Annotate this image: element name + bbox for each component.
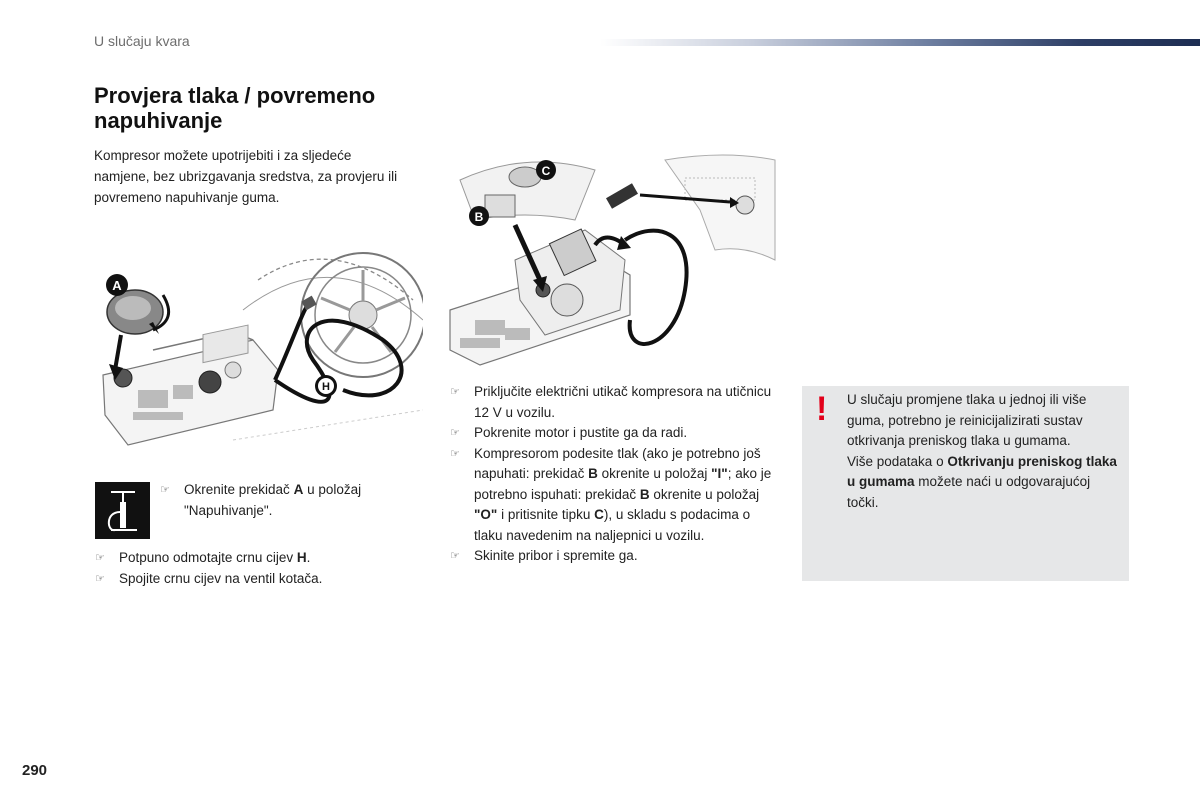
page-title: Provjera tlaka / povremeno napuhivanje (94, 83, 376, 133)
label-a: A (112, 278, 122, 293)
step-key: B (639, 486, 650, 502)
step-text: Skinite pribor i spremite ga. (474, 548, 638, 563)
section-header: U slučaju kvara (94, 33, 190, 49)
compressor-dashboard-illustration (445, 150, 780, 370)
warning-note (802, 386, 1129, 581)
note-sentence: Više podataka o (847, 453, 948, 469)
pointer-icon: ☞ (160, 484, 170, 496)
step-text: ), u skladu s podacima o tlaku navedenim na naljepnici u vozilu. (474, 507, 751, 543)
pointer-icon: ☞ (95, 572, 105, 585)
toggle-step-pre: Okrenite prekidač (184, 482, 294, 497)
pointer-icon: ☞ (95, 552, 105, 564)
header-gradient-bar (600, 39, 1200, 46)
step-text: Potpuno odmotajte crnu cijev (119, 550, 297, 565)
note-sentence: U slučaju promjene tlaka u jednoj ili više guma, potrebno je reinicijalizirati sustav otkrivanja preniskog tlaka u gumama. (847, 392, 1087, 448)
list-item (450, 423, 780, 444)
pointer-icon: ☞ (450, 550, 460, 562)
label-c: C (541, 164, 551, 178)
list-item (160, 480, 400, 521)
step-key: B (588, 466, 598, 481)
intro-paragraph: Kompresor možete upotrijebiti i za sljedeće namjene, bez ubrizgavanja sredstva, za provjeru ili povremeno napuhivanje guma. (94, 148, 398, 205)
step-text: Pokrenite motor i pustite ga da radi. (474, 425, 688, 440)
step-text: Kompresorom podesite tlak (ako je potrebno još napuhati: prekidač (474, 445, 761, 481)
toggle-step (160, 480, 400, 521)
step-key: "O" (474, 507, 498, 522)
list-item (95, 569, 415, 590)
toggle-step-post: u položaj "Napuhivanje". (184, 482, 362, 518)
list-item (95, 548, 415, 569)
note-sentence: možete naći u odgovarajućoj točki. (847, 474, 1091, 510)
list-item (450, 546, 780, 567)
step-text: Spojite crnu cijev na ventil kotača. (119, 570, 323, 586)
step-text: okrenite u položaj (597, 466, 712, 481)
step-key: H (296, 550, 307, 565)
pump-inflate-icon (95, 482, 150, 539)
step-text: okrenite u položaj (649, 486, 760, 502)
step-text: ; ako je potrebno ispuhati: prekidač (474, 466, 772, 502)
label-h: H (322, 381, 330, 393)
toggle-step-key: A (293, 482, 304, 497)
step-key: "I" (711, 466, 728, 481)
page-number: 290 (22, 762, 48, 779)
left-step-list (95, 548, 415, 589)
compressor-wheel-illustration (93, 240, 423, 455)
list-item (450, 444, 780, 547)
step-text: i pritisnite tipku (497, 507, 595, 522)
pointer-icon: ☞ (450, 427, 460, 439)
note-text (847, 390, 1123, 513)
step-text: Priključite električni utikač kompresora na utičnicu 12 V u vozilu. (474, 384, 772, 420)
pointer-icon: ☞ (450, 386, 460, 398)
warning-icon: ! (816, 390, 828, 428)
note-link-topic: Otkrivanju preniskog tlaka u gumama (847, 453, 1117, 489)
right-step-list (450, 382, 780, 567)
pointer-icon: ☞ (450, 447, 460, 460)
list-item (450, 382, 780, 423)
step-key: C (594, 507, 604, 522)
label-b: B (474, 210, 484, 224)
step-text: . (306, 550, 311, 565)
